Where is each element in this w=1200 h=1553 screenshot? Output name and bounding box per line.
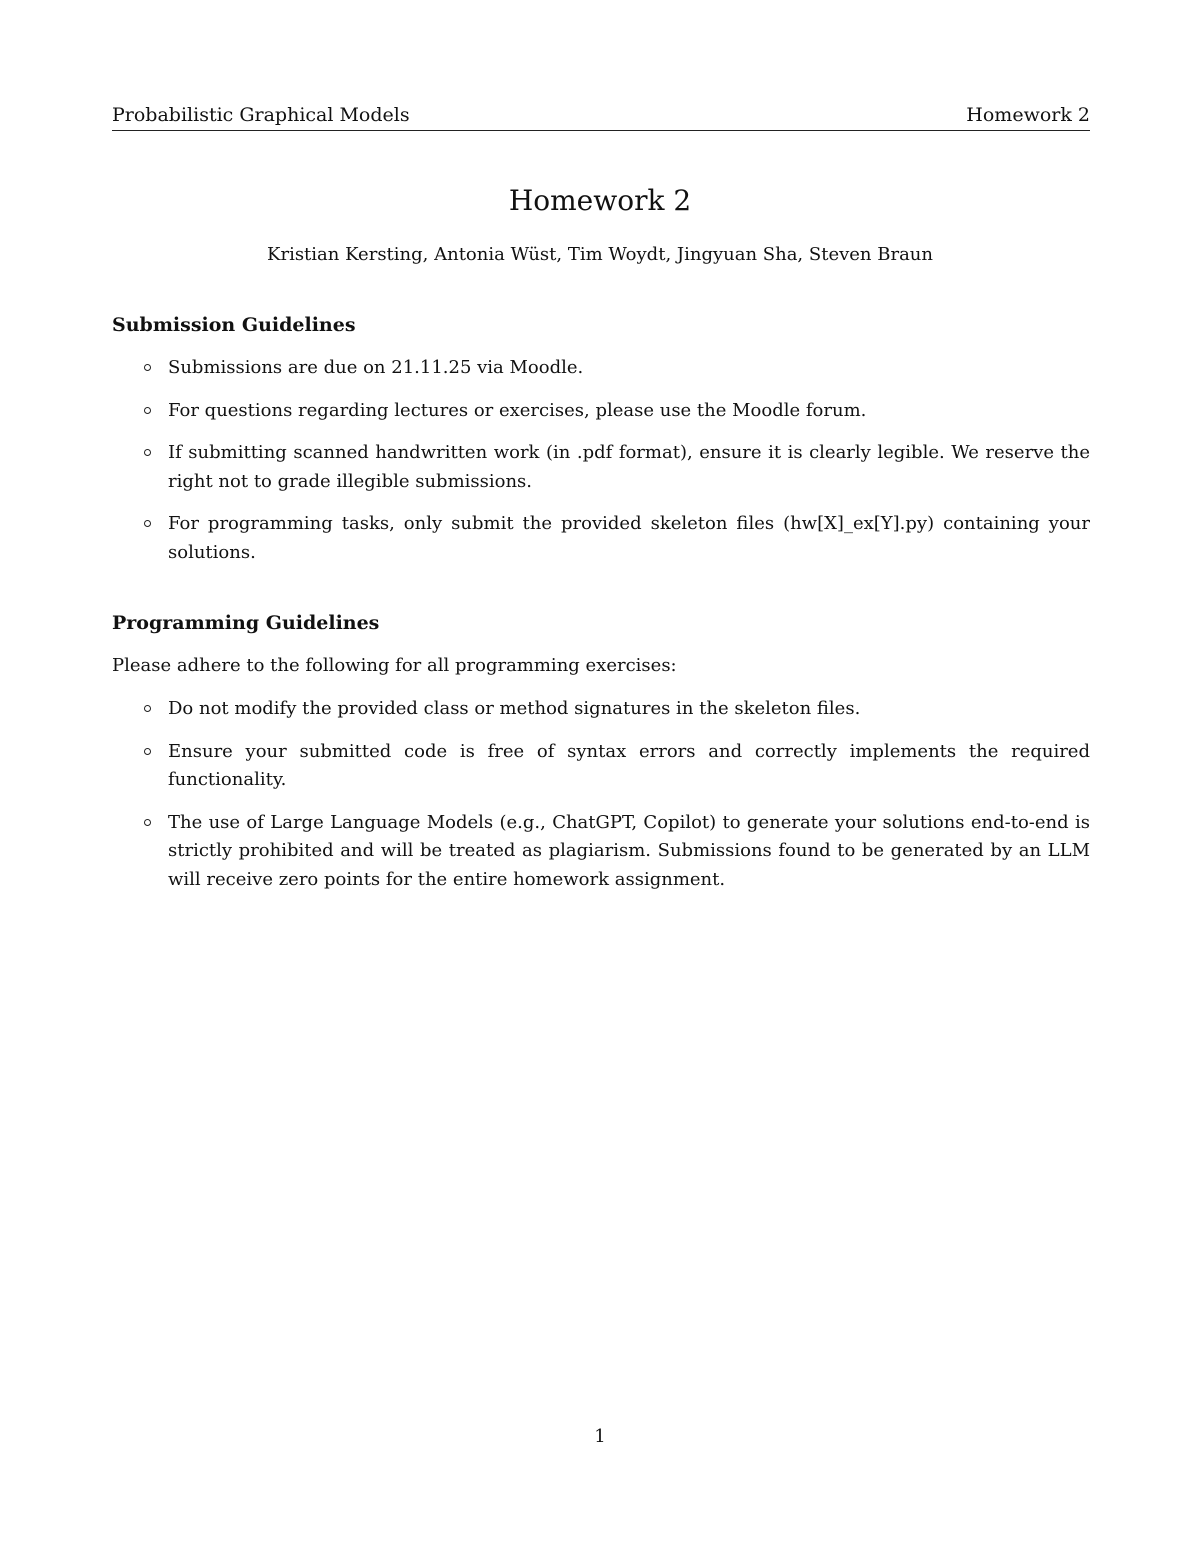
list-item bbox=[112, 397, 1090, 426]
circle-bullet-icon bbox=[144, 748, 151, 755]
circle-bullet-icon bbox=[144, 364, 151, 371]
circle-bullet-icon bbox=[144, 705, 151, 712]
page-number: 1 bbox=[594, 1426, 606, 1447]
circle-bullet-icon bbox=[144, 520, 151, 527]
list-item bbox=[112, 510, 1090, 567]
document-title: Homework 2 bbox=[508, 184, 692, 217]
list-item bbox=[112, 354, 1090, 383]
list-item bbox=[112, 738, 1090, 795]
title-block bbox=[0, 183, 1200, 267]
list-item-text: If submitting scanned handwritten work (in .pdf format), ensure it is clearly legible. We reserve the right not to grade illegible submissions. bbox=[168, 442, 1090, 492]
list-item bbox=[112, 809, 1090, 895]
programming-guidelines-list bbox=[112, 695, 1090, 908]
circle-bullet-icon bbox=[144, 819, 151, 826]
list-item-text: Submissions are due on 21.11.25 via Moodle. bbox=[168, 357, 584, 378]
submission-guidelines-list bbox=[112, 354, 1090, 581]
header-homework-label: Homework 2 bbox=[966, 104, 1090, 126]
author-list: Kristian Kersting, Antonia Wüst, Tim Woydt, Jingyuan Sha, Steven Braun bbox=[267, 244, 933, 265]
programming-guidelines-intro: Please adhere to the following for all programming exercises: bbox=[112, 655, 677, 676]
programming-guidelines-heading: Programming Guidelines bbox=[112, 612, 380, 634]
list-item-text: Do not modify the provided class or method signatures in the skeleton files. bbox=[168, 698, 861, 719]
list-item-text: For programming tasks, only submit the provided skeleton files (hw[X]_ex[Y].py) containing your solutions. bbox=[168, 513, 1090, 563]
submission-guidelines-heading: Submission Guidelines bbox=[112, 314, 356, 336]
circle-bullet-icon bbox=[144, 407, 151, 414]
list-item bbox=[112, 439, 1090, 496]
list-item-text: Ensure your submitted code is free of syntax errors and correctly implements the required functionality. bbox=[168, 740, 1090, 790]
running-header bbox=[112, 102, 1090, 131]
list-item-text: For questions regarding lectures or exercises, please use the Moodle forum. bbox=[168, 399, 867, 421]
header-course-title: Probabilistic Graphical Models bbox=[112, 104, 410, 126]
list-item bbox=[112, 695, 1090, 724]
circle-bullet-icon bbox=[144, 449, 151, 456]
list-item-text: The use of Large Language Models (e.g., ChatGPT, Copilot) to generate your solutions end-to-end is strictly prohibited and will be treated as plagiarism. Submissions found to be generated by an LLM will receive zero points for the entire homework assignment. bbox=[168, 811, 1090, 890]
